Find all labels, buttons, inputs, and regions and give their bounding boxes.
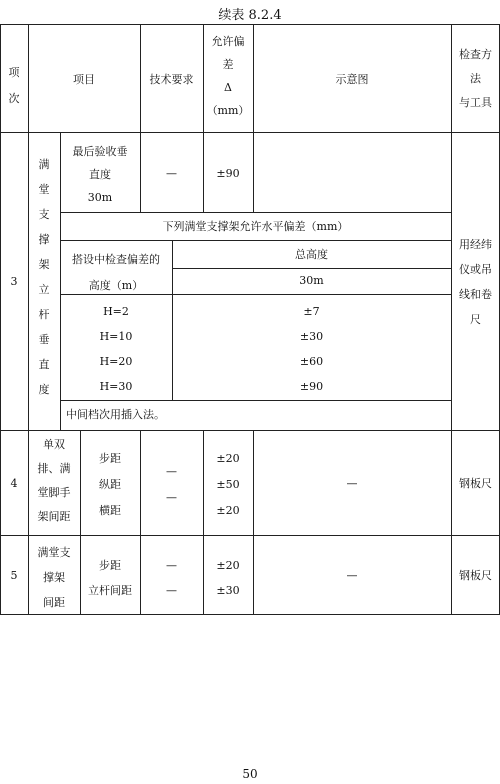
row5-tol-line: ±30	[216, 584, 240, 597]
header-tol-line: 允许偏	[211, 35, 245, 48]
row4-tol-line: ±20	[216, 504, 240, 517]
row5-item-line: 撑架	[43, 571, 65, 584]
row3-height-label-line: 搭设中检查偏差的	[72, 253, 160, 266]
header-no-line: 项	[8, 66, 20, 79]
row3-item-char: 满	[38, 158, 50, 171]
row3-deviations	[172, 299, 451, 399]
row5-sub	[80, 553, 140, 603]
row3-total-height-value: 30m	[299, 274, 324, 287]
row3-method-line: 线和卷	[459, 288, 492, 301]
row5-sub-line: 步距	[99, 559, 121, 572]
row3-height-value: H=2	[103, 305, 129, 318]
row3-deviation-value: ±60	[299, 355, 324, 368]
row3-item-char: 度	[38, 383, 50, 396]
row4-item	[28, 433, 80, 529]
header-method-line: 检查方	[459, 48, 492, 61]
row4-no: 4	[10, 477, 18, 490]
header-requirement: 技术要求	[149, 73, 194, 86]
header-no	[0, 60, 28, 112]
row3-no: 3	[10, 275, 18, 288]
row3-tolerance: ±90	[216, 167, 240, 180]
row4-req-line: —	[166, 491, 177, 504]
row3-height-label-line: 高度（m）	[88, 279, 144, 292]
row3-item-char: 撑	[38, 233, 50, 246]
row3-deviation-value: ±90	[299, 380, 324, 393]
row4-tolerance	[203, 446, 253, 524]
row3-subtitle: 下列满堂支撑架允许水平偏差（mm）	[162, 220, 349, 233]
row3-item-char: 架	[38, 258, 50, 271]
row3-item-char: 杆	[38, 308, 50, 321]
row3-method-line: 用经纬	[459, 238, 492, 251]
row3-item-char: 垂	[38, 333, 50, 346]
header-item: 项目	[73, 73, 95, 86]
header-tolerance	[203, 30, 253, 122]
row3-item	[28, 152, 60, 402]
row3-deviation-value: ±30	[299, 330, 324, 343]
row5-item	[28, 540, 80, 615]
row3-height-value: H=20	[99, 355, 133, 368]
header-no-line: 次	[8, 92, 20, 105]
row3-sub-item	[60, 140, 140, 209]
row5-item-line: 满堂支	[37, 546, 71, 559]
header-method-line: 与工具	[459, 96, 492, 109]
row3-method-line: 尺	[470, 313, 481, 326]
row5-tol-line: ±20	[216, 559, 240, 572]
row4-sub-line: 横距	[99, 504, 121, 517]
row5-req-line: —	[166, 559, 177, 572]
row4-tol-line: ±20	[216, 452, 240, 465]
row4-req-line: —	[166, 465, 177, 478]
row3-heights	[60, 299, 172, 399]
row5-method: 钢板尺	[459, 569, 492, 582]
row5-req-line: —	[166, 584, 177, 597]
row4-item-line: 堂脚手	[37, 486, 71, 499]
row3-deviation-value: ±7	[303, 305, 320, 318]
row3-sub-item-line: 最后验收垂	[72, 145, 128, 158]
row4-sub-line: 纵距	[99, 478, 121, 491]
row3-method-line: 仪或吊	[459, 263, 492, 276]
header-tol-line: 差	[222, 58, 234, 71]
row3-height-value: H=30	[99, 380, 133, 393]
header-diagram: 示意图	[335, 73, 369, 86]
row3-item-char: 支	[38, 208, 50, 221]
header-method-line: 法	[470, 72, 481, 85]
row4-tol-line: ±50	[216, 478, 240, 491]
row3-sub-item-line: 直度	[89, 168, 111, 181]
row4-item-line: 排、满	[37, 462, 71, 475]
row4-item-line: 架间距	[37, 510, 71, 523]
row3-item-char: 堂	[38, 183, 50, 196]
row3-total-height-label: 总高度	[295, 248, 328, 261]
row3-height-label	[60, 247, 172, 299]
header-tol-line: Δ	[224, 81, 232, 94]
row4-requirement	[140, 459, 203, 511]
row4-item-line: 单双	[43, 438, 65, 451]
row4-method: 钢板尺	[459, 477, 492, 490]
row3-item-char: 立	[38, 283, 50, 296]
row5-diagram: —	[346, 569, 358, 582]
header-method	[451, 43, 500, 115]
row4-sub	[80, 446, 140, 524]
row3-sub-item-line: 30m	[87, 191, 113, 204]
row3-method	[451, 232, 500, 332]
row5-sub-line: 立杆间距	[88, 584, 132, 597]
row5-item-line: 间距	[43, 596, 65, 609]
row3-requirement: —	[166, 167, 177, 180]
row5-no: 5	[10, 569, 18, 582]
row4-diagram: —	[346, 477, 358, 490]
page-number: 50	[242, 767, 258, 781]
row3-note: 中间档次用插入法。	[66, 408, 165, 421]
row5-tolerance	[203, 553, 253, 603]
row3-item-char: 直	[38, 358, 50, 371]
table-caption: 续表 8.2.4	[218, 8, 282, 23]
row5-requirement	[140, 553, 203, 603]
row3-height-value: H=10	[99, 330, 133, 343]
header-tol-line: （mm）	[206, 104, 250, 117]
row4-sub-line: 步距	[99, 452, 121, 465]
